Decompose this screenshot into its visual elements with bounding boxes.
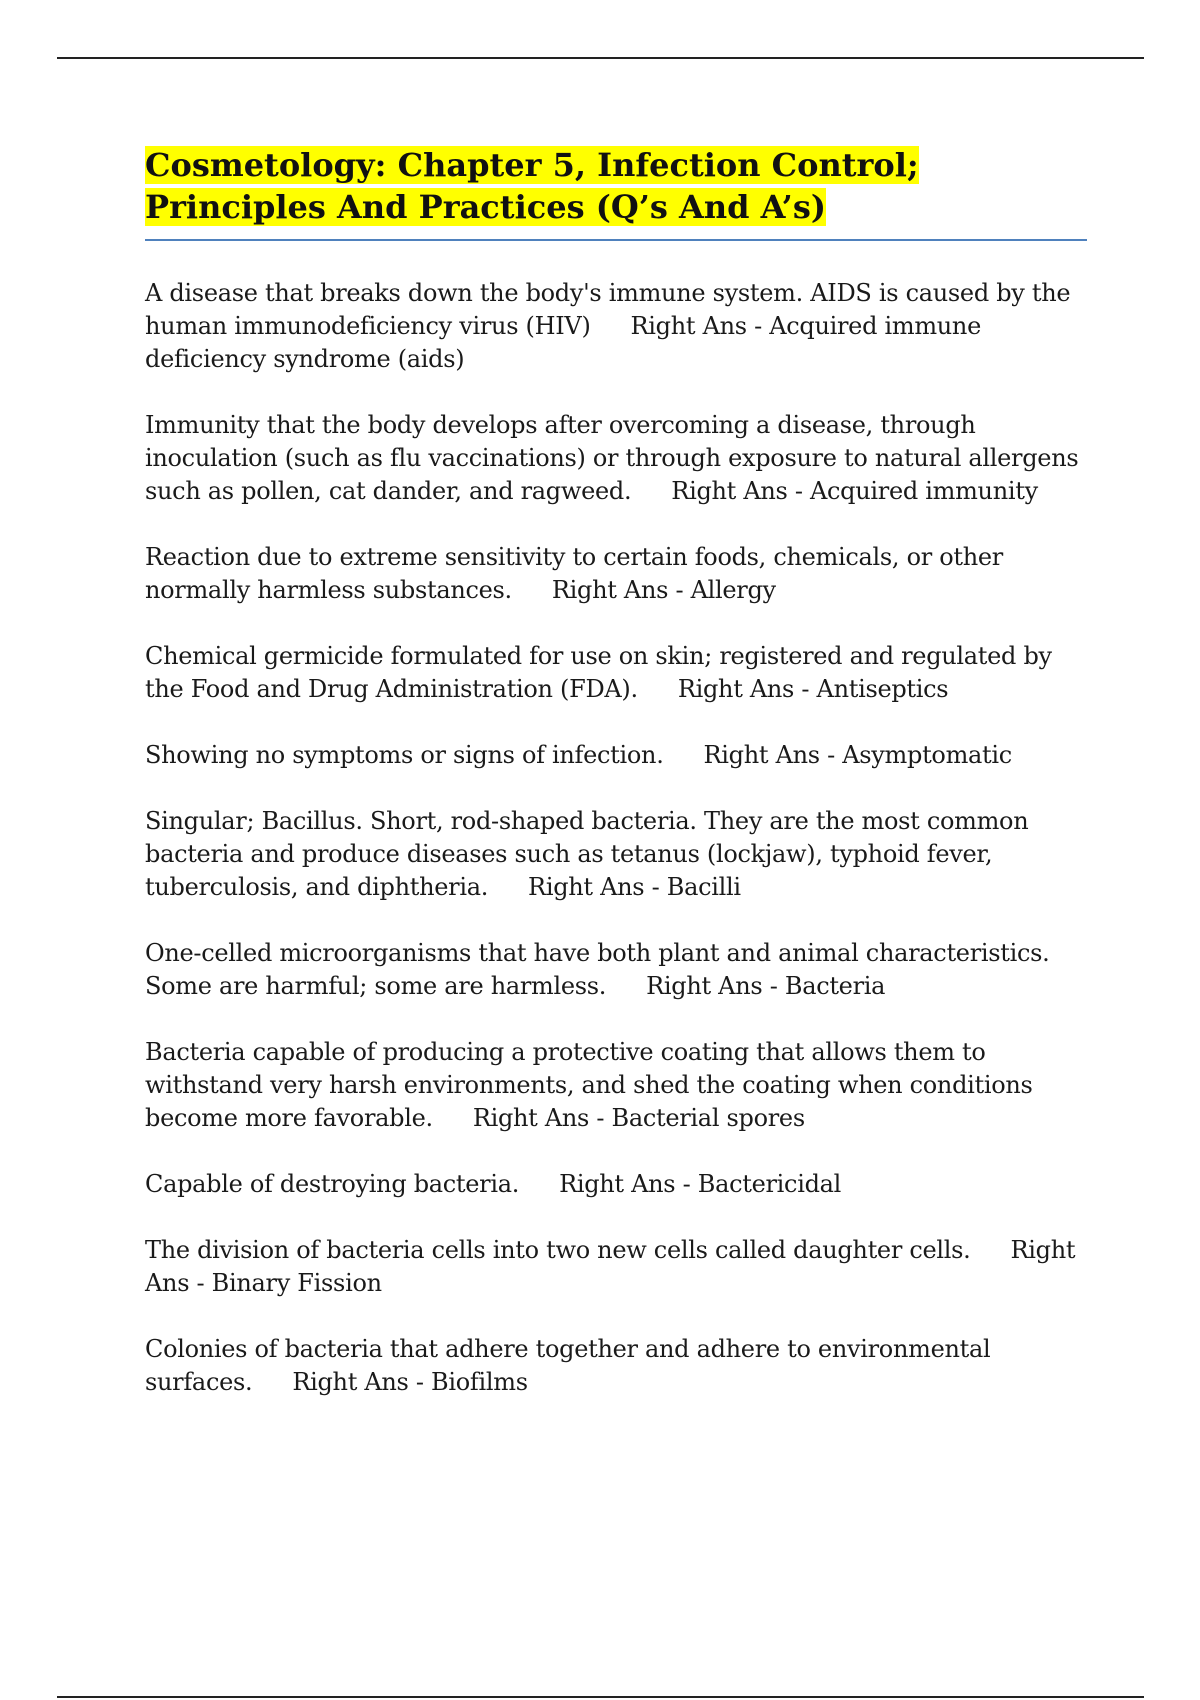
qa-question: Chemical germicide formulated for use on skin; registered and regulated by the Food and Drug Administration (FDA). [145, 642, 1052, 703]
qa-question: Immunity that the body develops after overcoming a disease, through inoculation (such as flu vaccinations) or through exposure to natural allergens such as pollen, cat dander, and ragweed. [145, 411, 1079, 505]
qa-answer: Right Ans - Bacteria [646, 972, 886, 1000]
qa-question: Capable of destroying bacteria. [145, 1170, 520, 1198]
qa-item [145, 1036, 1090, 1135]
qa-answer: Right Ans - Bacilli [528, 873, 741, 901]
qa-item [145, 1333, 1090, 1399]
qa-list [145, 277, 1090, 1399]
qa-item [145, 805, 1090, 904]
qa-item [145, 409, 1090, 508]
qa-question: The division of bacteria cells into two new cells called daughter cells. [145, 1236, 971, 1264]
qa-answer: Right Ans - Binary Fission [145, 1236, 1076, 1297]
qa-question: Reaction due to extreme sensitivity to certain foods, chemicals, or other normally harmless substances. [145, 543, 1003, 604]
qa-question: Singular; Bacillus. Short, rod-shaped bacteria. They are the most common bacteria and produce diseases such as tetanus (lockjaw), typhoid fever, tuberculosis, and diphtheria. [145, 807, 1029, 901]
qa-answer: Right Ans - Acquired immunity [671, 477, 1038, 505]
qa-item [145, 1234, 1090, 1300]
qa-answer: Right Ans - Biofilms [292, 1368, 528, 1396]
qa-answer: Right Ans - Antiseptics [677, 675, 949, 703]
page-bottom-rule [57, 1696, 1144, 1698]
qa-item [145, 541, 1090, 607]
qa-question: One-celled microorganisms that have both plant and animal characteristics. Some are harmful; some are harmless. [145, 939, 1050, 1000]
qa-item [145, 1168, 1090, 1201]
qa-item [145, 640, 1090, 706]
qa-question: A disease that breaks down the body's immune system. AIDS is caused by the human immunodeficiency virus (HIV) [145, 279, 1071, 340]
qa-item [145, 739, 1090, 772]
qa-answer: Right Ans - Acquired immune deficiency syndrome (aids) [145, 312, 981, 373]
qa-question: Showing no symptoms or signs of infection. [145, 741, 664, 769]
document-body [145, 144, 1090, 1432]
title-underline [145, 239, 1087, 241]
page-top-rule [57, 57, 1144, 59]
qa-item [145, 937, 1090, 1003]
qa-answer: Right Ans - Bacterial spores [472, 1104, 805, 1132]
document-title [145, 144, 1090, 228]
qa-question: Colonies of bacteria that adhere together and adhere to environmental surfaces. [145, 1335, 991, 1396]
qa-answer: Right Ans - Asymptomatic [703, 741, 1012, 769]
qa-question: Bacteria capable of producing a protective coating that allows them to withstand very harsh environments, and shed the coating when conditions become more favorable. [145, 1038, 1033, 1132]
document-title-text: Cosmetology: Chapter 5, Infection Control; Principles And Practices (Q’s And A’s) [145, 146, 919, 226]
qa-answer: Right Ans - Bactericidal [559, 1170, 842, 1198]
qa-answer: Right Ans - Allergy [551, 576, 776, 604]
qa-item [145, 277, 1090, 376]
